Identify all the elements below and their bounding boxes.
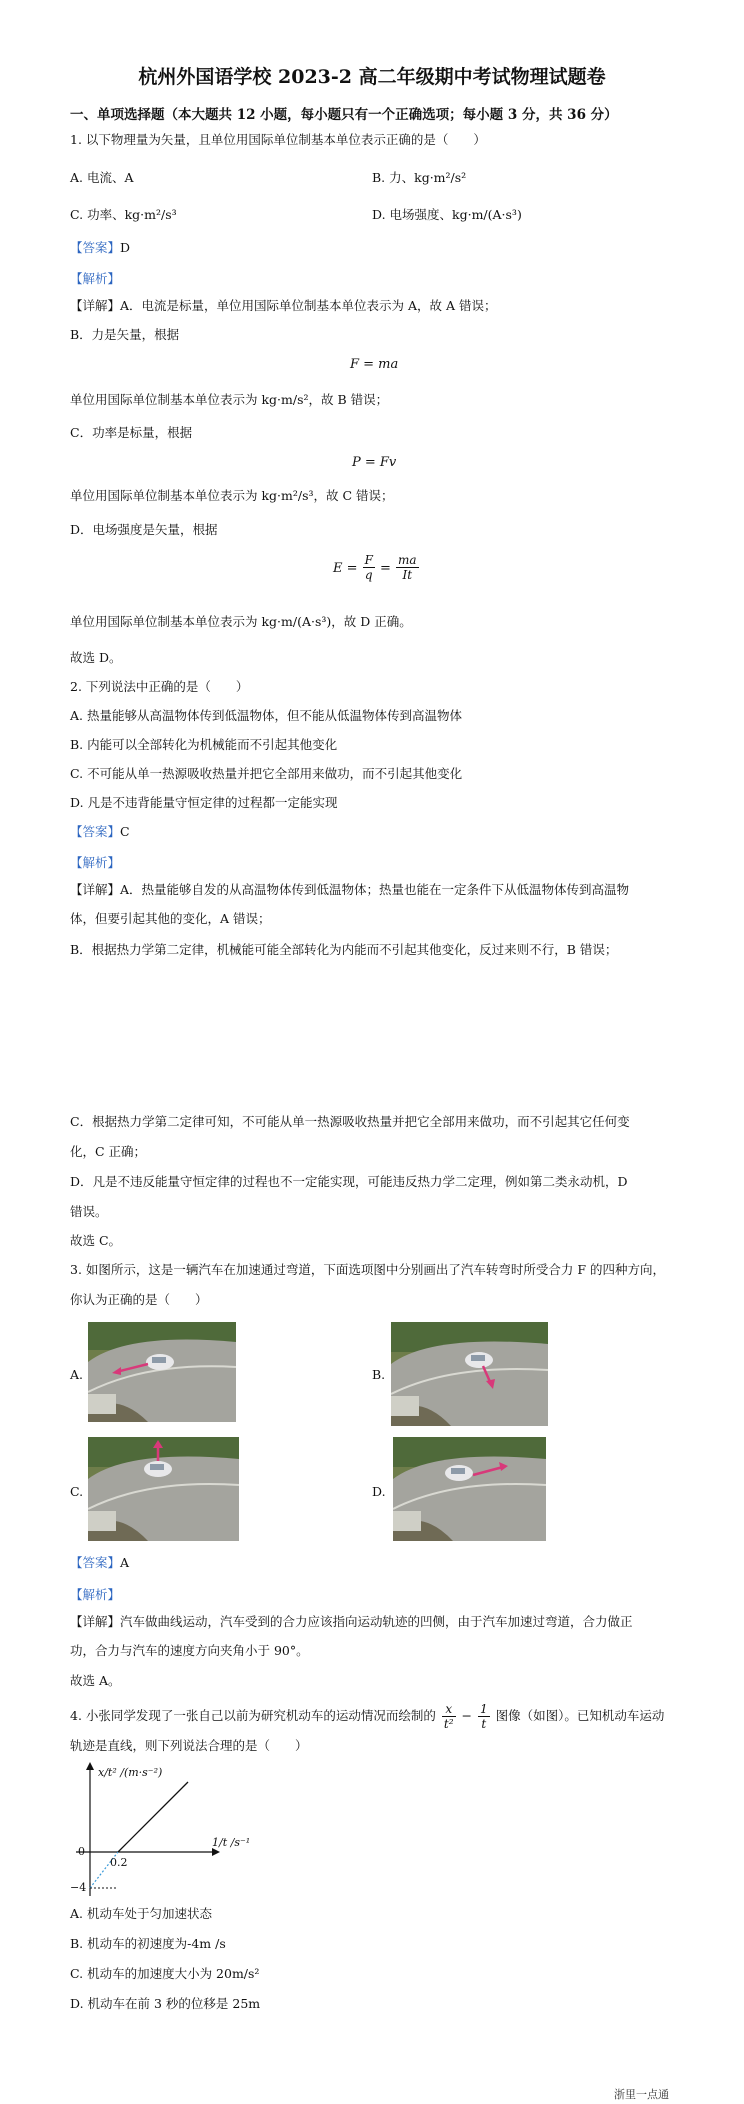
q2-conclusion: 故选 C。 bbox=[70, 1233, 122, 1248]
eq3-den-2: It bbox=[402, 568, 413, 582]
frac-num-1: 1 bbox=[479, 1702, 488, 1716]
eq3-equals: = bbox=[380, 561, 391, 576]
eq3-frac-2 bbox=[396, 553, 419, 582]
q3-photo-a bbox=[88, 1322, 236, 1422]
q2-analysis-tag: 【解析】 bbox=[70, 855, 121, 870]
q2-answer-row bbox=[70, 824, 130, 840]
q1-detail-c-unit: 单位用国际单位制基本单位表示为 kg·m²/s³，故 C 错误； bbox=[70, 488, 394, 503]
q1-detail-a: 【详解】A．电流是标量，单位用国际单位制基本单位表示为 A，故 A 错误； bbox=[70, 298, 497, 313]
eq3-num-2: ma bbox=[398, 553, 417, 567]
q4-frac-x-t2 bbox=[442, 1702, 456, 1731]
q4-option-b: B. 机动车的初速度为-4m /s bbox=[70, 1936, 226, 1951]
answer-tag: 【答案】 bbox=[70, 240, 121, 255]
q3-stem: 3. 如图所示，这是一辆汽车在加速通过弯道，下面选项图中分别画出了汽车转弯时所受合力 F 的四种方向， bbox=[70, 1262, 666, 1277]
q4-graph bbox=[70, 1760, 270, 1900]
q1-equation-3 bbox=[333, 553, 419, 582]
q1-option-b: B. 力、kg·m²/s² bbox=[372, 170, 467, 185]
q1-equation-1: F = ma bbox=[350, 357, 399, 372]
eq3-frac-1 bbox=[363, 553, 375, 582]
q2-option-c: C. 不可能从单一热源吸收热量并把它全部用来做功，而不引起其他变化 bbox=[70, 766, 463, 781]
q4-dash: − bbox=[461, 1708, 472, 1723]
q3-photo-b bbox=[391, 1322, 548, 1426]
q2-option-a: A. 热量能够从高温物体传到低温物体，但不能从低温物体传到高温物体 bbox=[70, 708, 462, 723]
q1-detail-c: C．功率是标量，根据 bbox=[70, 425, 193, 440]
q4-stem-cont: 轨迹是直线，则下列说法合理的是（ ） bbox=[70, 1738, 308, 1753]
q1-detail-d-unit: 单位用国际单位制基本单位表示为 kg·m/(A·s³)，故 D 正确。 bbox=[70, 614, 412, 629]
q3-answer: A bbox=[120, 1555, 130, 1570]
q2-option-d: D. 凡是不违背能量守恒定律的过程都一定能实现 bbox=[70, 795, 338, 810]
q3-option-d: D. bbox=[372, 1484, 386, 1499]
q3-detail: 【详解】汽车做曲线运动，汽车受到的合力应该指向运动轨迹的凹侧，由于汽车加速过弯道，合力做正 bbox=[70, 1614, 633, 1629]
q1-answer-row bbox=[70, 240, 130, 256]
graph-y-label: x/t² /(m·s⁻²) bbox=[98, 1766, 163, 1779]
q4-option-c: C. 机动车的加速度大小为 20m/s² bbox=[70, 1966, 260, 1981]
eq3-lhs: E = bbox=[333, 561, 358, 576]
q1-equation-2: P = Fv bbox=[352, 455, 397, 470]
answer-tag: 【答案】 bbox=[70, 1555, 121, 1570]
graph-origin: 0 bbox=[78, 1845, 85, 1858]
q1-stem: 1. 以下物理量为矢量，且单位用国际单位制基本单位表示正确的是（ ） bbox=[70, 132, 486, 147]
footer-watermark: 浙里一点通 bbox=[614, 2088, 669, 2101]
q2-detail-a-cont: 体，但要引起其他的变化，A 错误； bbox=[70, 911, 271, 926]
q3-stem-cont: 你认为正确的是（ ） bbox=[70, 1292, 208, 1307]
q1-conclusion: 故选 D。 bbox=[70, 650, 122, 665]
q2-detail-d: D．凡是不违反能量守恒定律的过程也不一定能实现，可能违反热力学二定理，例如第二类永动机，D bbox=[70, 1174, 628, 1189]
q1-option-a: A. 电流、A bbox=[70, 170, 134, 185]
frac-num-x: x bbox=[442, 1702, 456, 1717]
q1-option-d: D. 电场强度、kg·m/(A·s³) bbox=[372, 207, 522, 222]
q3-conclusion: 故选 A。 bbox=[70, 1673, 121, 1688]
q1-detail-d: D．电场强度是矢量，根据 bbox=[70, 522, 218, 537]
q3-option-b: B. bbox=[372, 1367, 386, 1382]
q2-detail-d-cont: 错误。 bbox=[70, 1204, 108, 1219]
q3-option-a: A. bbox=[70, 1367, 84, 1382]
section-heading: 一、单项选择题（本大题共 12 小题，每小题只有一个正确选项；每小题 3 分，共 36 分） bbox=[70, 107, 618, 123]
q1-detail-b: B．力是矢量，根据 bbox=[70, 327, 180, 342]
answer-tag: 【答案】 bbox=[70, 824, 121, 839]
q4-option-a: A. 机动车处于匀加速状态 bbox=[70, 1906, 212, 1921]
q4-stem-pre: 4. 小张同学发现了一张自己以前为研究机动车的运动情况而绘制的 bbox=[70, 1708, 436, 1723]
eq3-num-1: F bbox=[364, 553, 373, 567]
q1-detail-b-unit: 单位用国际单位制基本单位表示为 kg·m/s²，故 B 错误； bbox=[70, 392, 389, 407]
q3-photo-c bbox=[88, 1437, 239, 1541]
q1-analysis-tag: 【解析】 bbox=[70, 271, 121, 286]
q3-option-c: C. bbox=[70, 1484, 84, 1499]
q2-detail-a: 【详解】A．热量能够自发的从高温物体传到低温物体；热量也能在一定条件下从低温物体传到高温物 bbox=[70, 882, 630, 897]
q2-option-b: B. 内能可以全部转化为机械能而不引起其他变化 bbox=[70, 737, 338, 752]
q4-stem-post: 图像（如图）。已知机动车运动 bbox=[495, 1708, 665, 1723]
q1-answer: D bbox=[120, 240, 131, 255]
q3-photo-d bbox=[393, 1437, 546, 1541]
q1-option-c: C. 功率、kg·m²/s³ bbox=[70, 207, 177, 222]
graph-tick-y: −4 bbox=[70, 1881, 87, 1894]
graph-x-label: 1/t /s⁻¹ bbox=[212, 1836, 251, 1849]
q2-answer: C bbox=[120, 824, 130, 839]
q2-detail-c-cont: 化，C 正确； bbox=[70, 1144, 147, 1159]
q3-detail-cont: 功，合力与汽车的速度方向夹角小于 90°。 bbox=[70, 1643, 309, 1658]
q2-stem: 2. 下列说法中正确的是（ ） bbox=[70, 679, 249, 694]
q4-stem bbox=[70, 1702, 664, 1731]
q3-analysis-tag: 【解析】 bbox=[70, 1587, 121, 1602]
page-title: 杭州外国语学校 2023-2 高二年级期中考试物理试题卷 bbox=[138, 66, 606, 88]
q4-frac-1-t bbox=[478, 1702, 490, 1731]
q4-option-d: D. 机动车在前 3 秒的位移是 25m bbox=[70, 1996, 261, 2011]
frac-den-t: t bbox=[481, 1717, 487, 1731]
q3-answer-row bbox=[70, 1555, 129, 1571]
q2-detail-c: C．根据热力学第二定律可知，不可能从单一热源吸收热量并把它全部用来做功，而不引起其它任何变 bbox=[70, 1114, 630, 1129]
graph-tick-x: 0.2 bbox=[110, 1856, 128, 1869]
q2-detail-b: B．根据热力学第二定律，机械能可能全部转化为内能而不引起其他变化，反过来则不行，B 错误； bbox=[70, 942, 618, 957]
eq3-den-1: q bbox=[364, 568, 373, 582]
frac-den-t2: t² bbox=[443, 1717, 454, 1731]
